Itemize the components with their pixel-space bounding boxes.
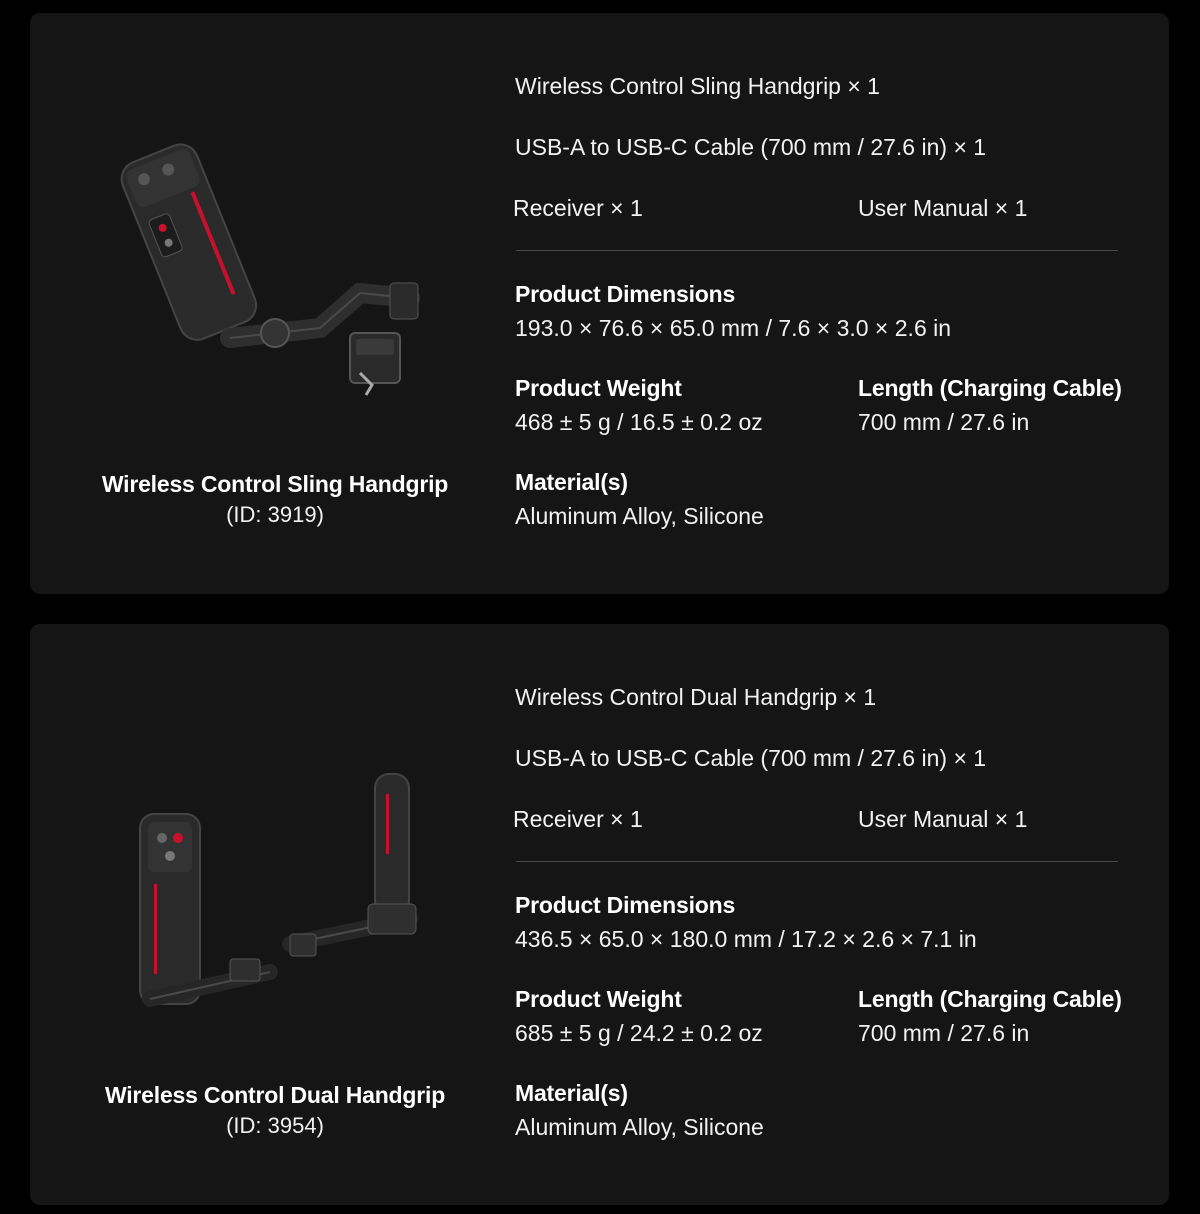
spec-dimensions-value: 436.5 × 65.0 × 180.0 mm / 17.2 × 2.6 × 7.1 in — [515, 926, 977, 952]
spec-material-label: Material(s) — [515, 469, 628, 495]
spec-weight-value: 685 ± 5 g / 24.2 ± 0.2 oz — [515, 1020, 763, 1046]
package-item-manual: User Manual × 1 — [858, 195, 1028, 221]
spec-weight-value: 468 ± 5 g / 16.5 ± 0.2 oz — [515, 409, 763, 435]
divider — [516, 861, 1118, 862]
spec-weight-label: Product Weight — [515, 986, 682, 1012]
package-item-handgrip: Wireless Control Sling Handgrip × 1 — [515, 73, 880, 99]
spec-cable-label: Length (Charging Cable) — [858, 986, 1122, 1012]
spec-cable-value: 700 mm / 27.6 in — [858, 1020, 1030, 1046]
spec-dimensions-value: 193.0 × 76.6 × 65.0 mm / 7.6 × 3.0 × 2.6 in — [515, 315, 952, 341]
package-item-receiver: Receiver × 1 — [513, 806, 643, 832]
spec-weight-label: Product Weight — [515, 375, 682, 401]
package-item-handgrip: Wireless Control Dual Handgrip × 1 — [515, 684, 877, 710]
product-name: Wireless Control Sling Handgrip — [101, 471, 449, 497]
spec-material-value: Aluminum Alloy, Silicone — [515, 503, 764, 529]
sling-handgrip-image — [110, 123, 440, 413]
package-item-receiver: Receiver × 1 — [513, 195, 643, 221]
product-id: (ID: 3954) — [226, 1113, 324, 1138]
spec-material-value: Aluminum Alloy, Silicone — [515, 1114, 764, 1140]
spec-material-label: Material(s) — [515, 1080, 628, 1106]
spec-dimensions-label: Product Dimensions — [515, 892, 736, 918]
product-card-dual-handgrip — [30, 624, 1169, 1205]
package-item-manual: User Manual × 1 — [858, 806, 1028, 832]
spec-dimensions-label: Product Dimensions — [515, 281, 736, 307]
product-id: (ID: 3919) — [226, 502, 324, 527]
spec-cable-value: 700 mm / 27.6 in — [858, 409, 1030, 435]
dual-handgrip-image — [110, 734, 440, 1024]
divider — [516, 250, 1118, 251]
spec-cable-label: Length (Charging Cable) — [858, 375, 1122, 401]
product-card-sling-handgrip — [30, 13, 1169, 594]
package-item-cable: USB-A to USB-C Cable (700 mm / 27.6 in) × 1 — [515, 745, 987, 771]
product-name: Wireless Control Dual Handgrip — [104, 1082, 446, 1108]
package-item-cable: USB-A to USB-C Cable (700 mm / 27.6 in) × 1 — [515, 134, 987, 160]
